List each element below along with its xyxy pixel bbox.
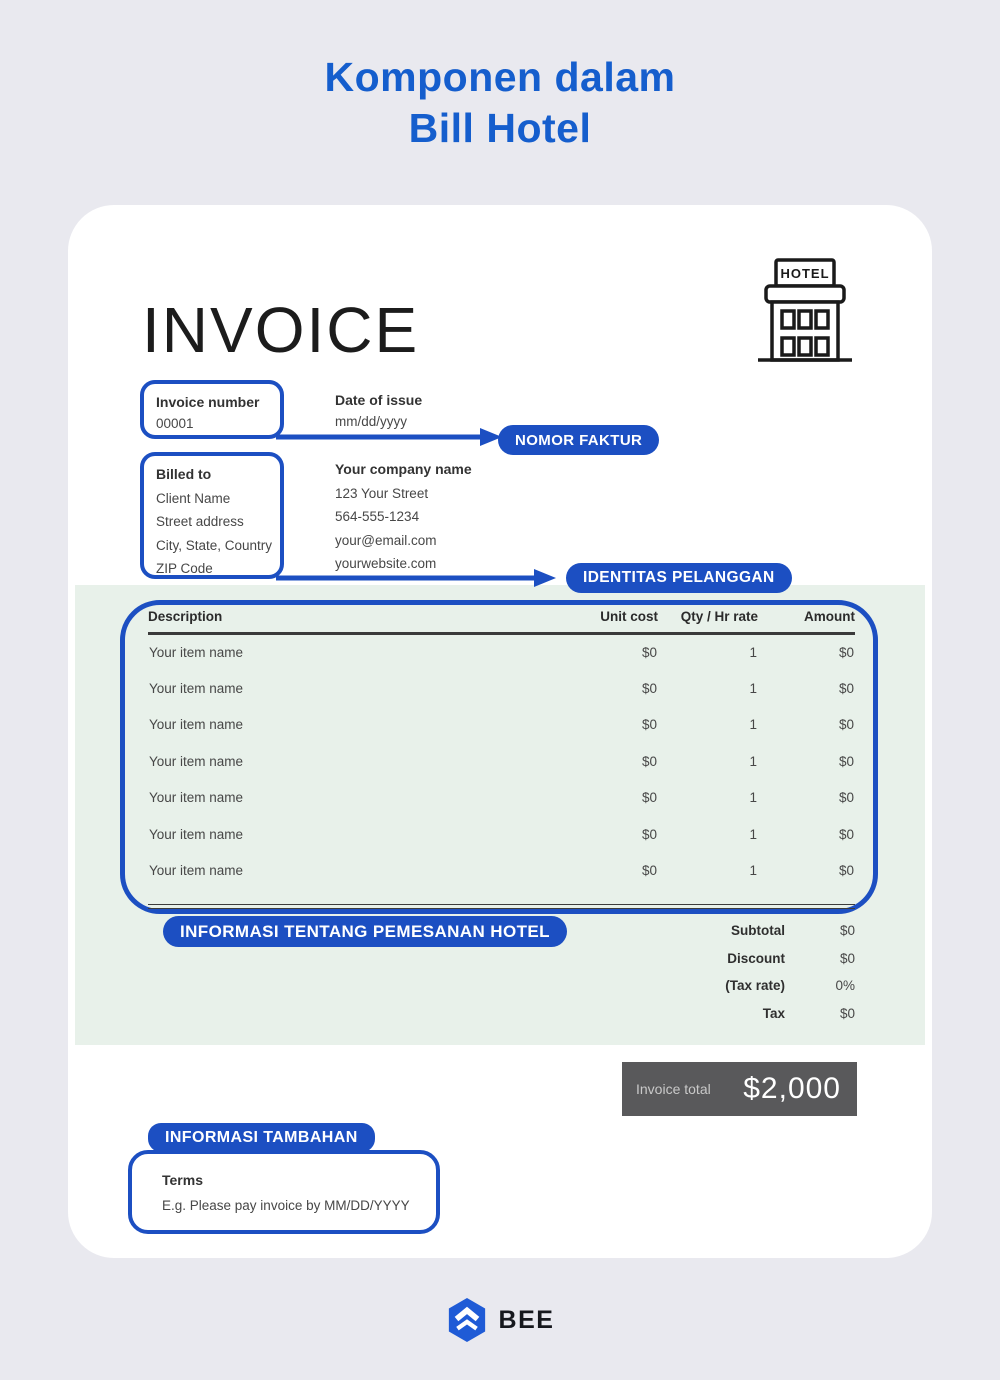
invoice-total-value: $2,000 <box>743 1072 841 1105</box>
billed-to-line: City, State, Country <box>156 537 273 553</box>
totals-label: Subtotal <box>731 923 785 939</box>
invoice-total-label: Invoice total <box>636 1081 711 1097</box>
table-cell: 1 <box>749 790 757 806</box>
company-line: 123 Your Street <box>335 485 429 501</box>
table-row <box>148 670 855 707</box>
table-cell: $0 <box>641 826 657 842</box>
company-name: Your company name <box>335 461 472 477</box>
totals-label: (Tax rate) <box>725 978 785 994</box>
billed-to-label: Billed to <box>156 466 212 482</box>
table-cell: $0 <box>641 645 657 660</box>
table-row <box>148 853 855 890</box>
company-line: 564-555-1234 <box>335 509 420 524</box>
invoice-card <box>68 205 932 1258</box>
annotation-informasi-tambahan: INFORMASI TAMBAHAN <box>148 1123 375 1152</box>
totals-row <box>613 945 855 973</box>
table-cell: $0 <box>641 863 657 879</box>
totals-value: 0% <box>835 978 855 994</box>
date-of-issue-value: mm/dd/yyyy <box>335 414 408 429</box>
totals-value: $0 <box>839 923 855 939</box>
table-cell: $0 <box>641 717 657 733</box>
invoice-heading: INVOICE <box>142 294 420 366</box>
table-cell: $0 <box>838 717 854 733</box>
table-row <box>148 780 855 817</box>
column-header: Description <box>148 609 558 634</box>
billed-to-line: Client Name <box>156 490 231 506</box>
hotel-building-icon <box>753 255 857 369</box>
company-line: yourwebsite.com <box>335 556 437 571</box>
totals-row <box>613 917 855 945</box>
column-header: Unit cost <box>558 609 658 634</box>
items-table-body <box>148 634 855 890</box>
totals-block <box>613 917 855 1027</box>
table-row <box>148 743 855 780</box>
table-cell: 1 <box>749 826 757 842</box>
table-cell: $0 <box>641 680 657 696</box>
table-cell: 1 <box>749 753 757 769</box>
date-of-issue-label: Date of issue <box>335 392 423 408</box>
page-title-line2: Bill Hotel <box>408 105 592 152</box>
invoice-total-bar <box>622 1062 857 1116</box>
items-table-head-row <box>148 609 855 634</box>
table-cell: 1 <box>749 645 757 660</box>
page-title-line1: Komponen dalam <box>324 54 676 100</box>
terms-value: E.g. Please pay invoice by MM/DD/YYYY <box>162 1198 410 1213</box>
table-row <box>148 816 855 853</box>
table-cell: 1 <box>749 680 757 696</box>
billed-to-box <box>140 452 284 579</box>
totals-row <box>613 1000 855 1028</box>
table-row <box>148 707 855 744</box>
table-cell: 1 <box>749 863 757 879</box>
table-cell: $0 <box>838 790 854 806</box>
table-cell: $0 <box>838 826 854 842</box>
brand-footer <box>0 1297 1000 1343</box>
brand-name: BEE <box>498 1305 555 1334</box>
column-header: Qty / Hr rate <box>658 609 758 634</box>
company-info-block <box>335 458 472 576</box>
column-header: Amount <box>758 609 855 634</box>
table-cell: Your item name <box>149 863 244 879</box>
table-bottom-rule <box>148 904 855 909</box>
table-cell: 1 <box>749 717 757 733</box>
annotation-nomor-faktur: NOMOR FAKTUR <box>498 425 659 455</box>
hotel-sign-label: HOTEL <box>780 266 830 281</box>
table-cell: $0 <box>838 680 854 696</box>
terms-label: Terms <box>162 1172 203 1188</box>
annotation-identitas-pelanggan: IDENTITAS PELANGGAN <box>566 563 792 593</box>
invoice-number-box <box>140 380 284 439</box>
arrow-billed-to <box>276 569 558 587</box>
page-title <box>0 52 1000 155</box>
billed-to-line: Street address <box>156 514 244 529</box>
date-of-issue-block <box>335 389 422 433</box>
arrow-invoice-number <box>276 428 504 446</box>
table-cell: $0 <box>838 645 854 660</box>
table-cell: $0 <box>641 753 657 769</box>
totals-row <box>613 972 855 1000</box>
totals-value: $0 <box>839 1005 855 1021</box>
annotation-informasi-pemesanan: INFORMASI TENTANG PEMESANAN HOTEL <box>163 916 567 947</box>
company-line: your@email.com <box>335 532 437 548</box>
table-row <box>148 634 855 671</box>
billed-to-line: ZIP Code <box>156 561 213 576</box>
invoice-number-label: Invoice number <box>156 394 260 410</box>
table-cell: Your item name <box>149 717 244 733</box>
items-table <box>148 609 855 889</box>
bee-logo-icon <box>446 1297 488 1343</box>
table-cell: $0 <box>838 753 854 769</box>
table-cell: Your item name <box>149 645 244 660</box>
terms-box <box>128 1150 440 1234</box>
table-cell: $0 <box>838 863 854 879</box>
totals-label: Tax <box>762 1005 785 1021</box>
invoice-number-value: 00001 <box>156 416 194 431</box>
totals-value: $0 <box>839 950 855 966</box>
table-cell: Your item name <box>149 790 244 806</box>
table-cell: $0 <box>641 790 657 806</box>
totals-label: Discount <box>727 950 785 966</box>
table-cell: Your item name <box>149 826 244 842</box>
table-cell: Your item name <box>149 753 244 769</box>
table-cell: Your item name <box>149 680 244 696</box>
